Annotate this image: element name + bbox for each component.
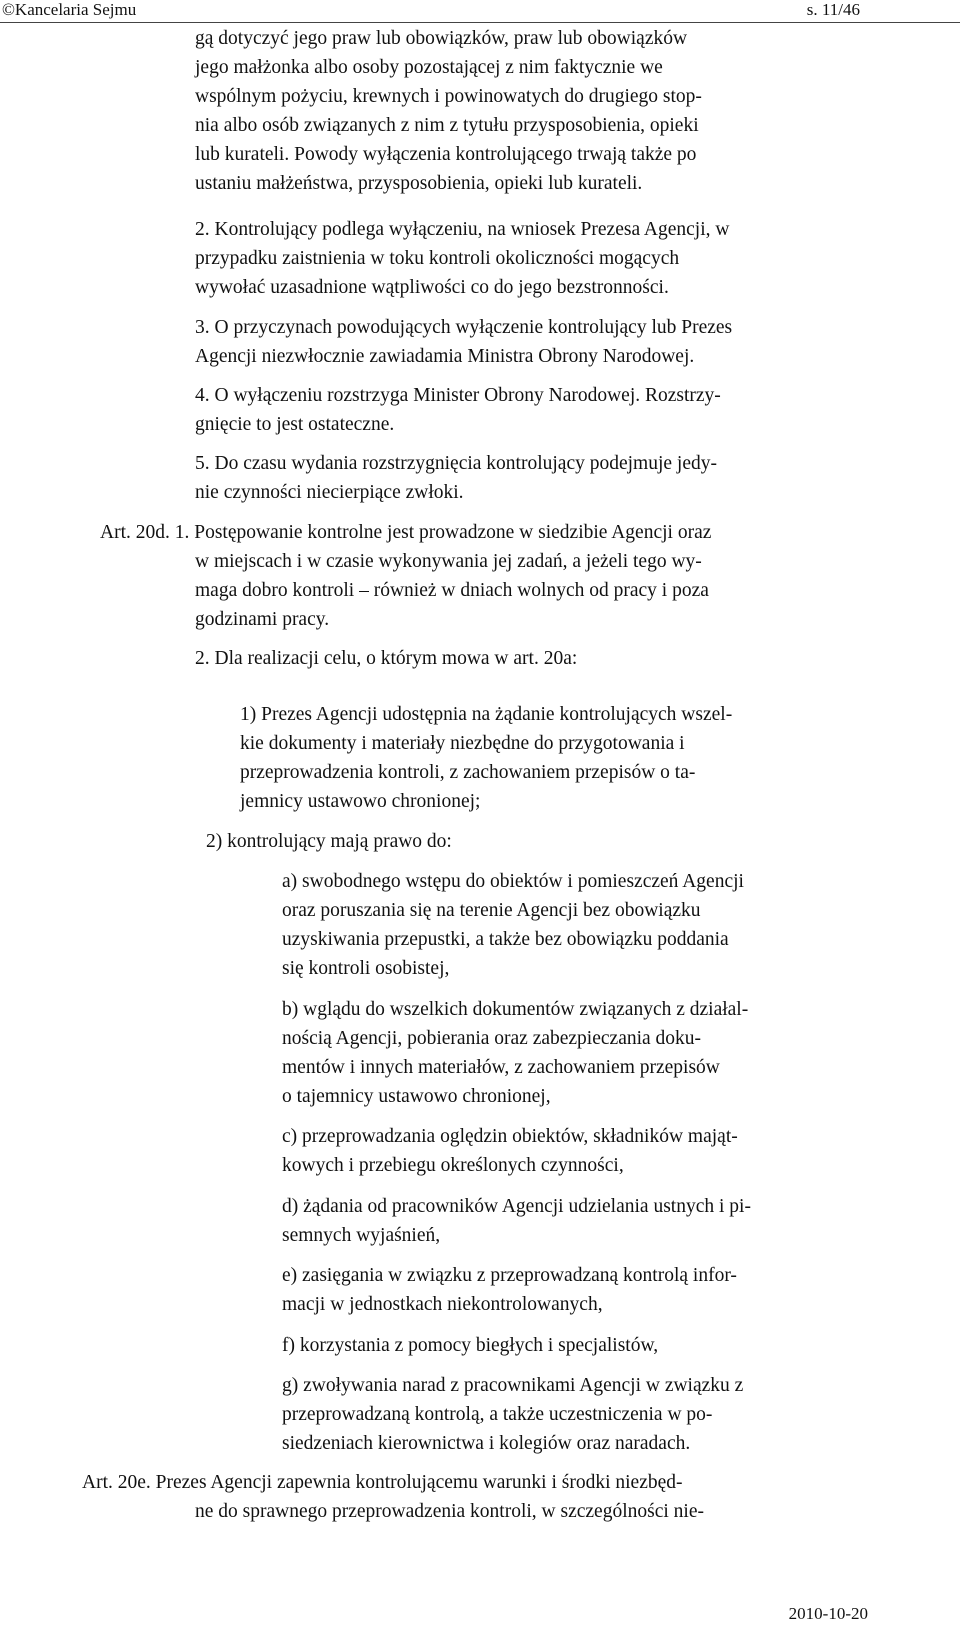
text-line: siedzeniach kierownictwa i kolegiów oraz naradach. — [282, 1433, 691, 1454]
text-line: o tajemnicy ustawowo chronionej, — [282, 1086, 551, 1107]
letter-c — [282, 1122, 915, 1180]
text-line: oraz poruszania się na terenie Agencji bez obowiązku — [282, 900, 701, 921]
text-line: godzinami pracy. — [195, 609, 330, 630]
footer-date: 2010-10-20 — [788, 1604, 868, 1623]
text-line: przeprowadzaną kontrolą, a także uczestniczenia w po- — [282, 1404, 713, 1425]
text-line: macji w jednostkach niekontrolowanych, — [282, 1294, 603, 1315]
text-line: przypadku zaistnienia w toku kontroli okoliczności mogących — [195, 248, 680, 269]
text-line: w miejscach i w czasie wykonywania jej zadań, a jeżeli tego wy- — [195, 551, 702, 572]
text-line: 2. Dla realizacji celu, o którym mowa w art. 20a: — [195, 648, 578, 669]
text-line: Agencji niezwłocznie zawiadamia Ministra Obrony Narodowej. — [195, 346, 695, 367]
letter-e — [282, 1261, 915, 1319]
text-line: ustaniu małżeństwa, przysposobienia, opieki lub kurateli. — [195, 173, 643, 194]
text-line: nia albo osób związanych z nim z tytułu przysposobienia, opieki — [195, 115, 699, 136]
text-line: 3. O przyczynach powodujących wyłączenie kontrolujący lub Prezes — [195, 317, 733, 338]
text-line: f) korzystania z pomocy biegłych i specjalistów, — [282, 1335, 659, 1356]
text-line: jemnicy ustawowo chronionej; — [240, 791, 481, 812]
text-line: g) zwoływania narad z pracownikami Agencji w związku z — [282, 1375, 744, 1396]
text-line: gą dotyczyć jego praw lub obowiązków, praw lub obowiązków — [195, 28, 688, 49]
header-source: ©Kancelaria Sejmu — [2, 0, 137, 19]
text-line: 2) kontrolujący mają prawo do: — [206, 831, 452, 852]
text-line: przeprowadzenia kontroli, z zachowaniem przepisów o ta- — [240, 762, 696, 783]
text-line: nie czynności niecierpiące zwłoki. — [195, 482, 464, 503]
text-line: 1) Prezes Agencji udostępnia na żądanie kontrolujących wszel- — [240, 704, 733, 725]
text-line: się kontroli osobistej, — [282, 958, 450, 979]
text-line: lub kurateli. Powody wyłączenia kontrolującego trwają także po — [195, 144, 697, 165]
page-header — [0, 0, 960, 23]
point-1 — [240, 700, 915, 816]
letter-a — [282, 867, 915, 983]
letter-g — [282, 1371, 915, 1458]
text-line: b) wglądu do wszelkich dokumentów związanych z działal- — [282, 999, 749, 1020]
text-line: semnych wyjaśnień, — [282, 1225, 441, 1246]
letter-f — [282, 1331, 915, 1360]
text-line: gnięcie to jest ostateczne. — [195, 414, 395, 435]
point-2 — [206, 827, 881, 856]
paragraph-continuation — [195, 24, 870, 198]
text-line: wspólnym pożyciu, krewnych i powinowatych do drugiego stop- — [195, 86, 702, 107]
text-line: 5. Do czasu wydania rozstrzygnięcia kontrolujący podejmuje jedy- — [195, 453, 717, 474]
paragraph-4 — [195, 381, 870, 439]
article-20e — [82, 1468, 870, 1526]
paragraph-2 — [195, 215, 870, 302]
text-line: kowych i przebiegu określonych czynności, — [282, 1155, 624, 1176]
text-line: jego małżonka albo osoby pozostającej z nim faktycznie we — [195, 57, 663, 78]
letter-d — [282, 1192, 915, 1250]
text-line: 2. Kontrolujący podlega wyłączeniu, na wniosek Prezesa Agencji, w — [195, 219, 730, 240]
text-line: uzyskiwania przepustki, a także bez obowiązku poddania — [282, 929, 729, 950]
text-line: Art. 20d. 1. Postępowanie kontrolne jest prowadzone w siedzibie Agencji oraz — [100, 522, 712, 543]
article-20d — [100, 518, 870, 634]
text-line: kie dokumenty i materiały niezbędne do przygotowania i — [240, 733, 685, 754]
text-line: maga dobro kontroli – również w dniach wolnych od pracy i poza — [195, 580, 709, 601]
paragraph-3 — [195, 313, 870, 371]
text-line: 4. O wyłączeniu rozstrzyga Minister Obrony Narodowej. Rozstrzy- — [195, 385, 721, 406]
letter-b — [282, 995, 915, 1111]
text-line: ne do sprawnego przeprowadzenia kontroli, w szczególności nie- — [195, 1501, 704, 1522]
text-line: wywołać uzasadnione wątpliwości co do jego bezstronności. — [195, 277, 669, 298]
article-20d-paragraph-2 — [195, 644, 870, 673]
header-page-number: s. 11/46 — [806, 0, 860, 19]
text-line: d) żądania od pracowników Agencji udzielania ustnych i pi- — [282, 1196, 751, 1217]
paragraph-5 — [195, 449, 870, 507]
text-line: mentów i innych materiałów, z zachowaniem przepisów — [282, 1057, 720, 1078]
text-line: nością Agencji, pobierania oraz zabezpieczania doku- — [282, 1028, 702, 1049]
text-line: e) zasięgania w związku z przeprowadzaną kontrolą infor- — [282, 1265, 737, 1286]
text-line: c) przeprowadzania oględzin obiektów, składników mająt- — [282, 1126, 738, 1147]
text-line: a) swobodnego wstępu do obiektów i pomieszczeń Agencji — [282, 871, 744, 892]
text-line: Art. 20e. Prezes Agencji zapewnia kontrolującemu warunki i środki niezbęd- — [82, 1472, 683, 1493]
